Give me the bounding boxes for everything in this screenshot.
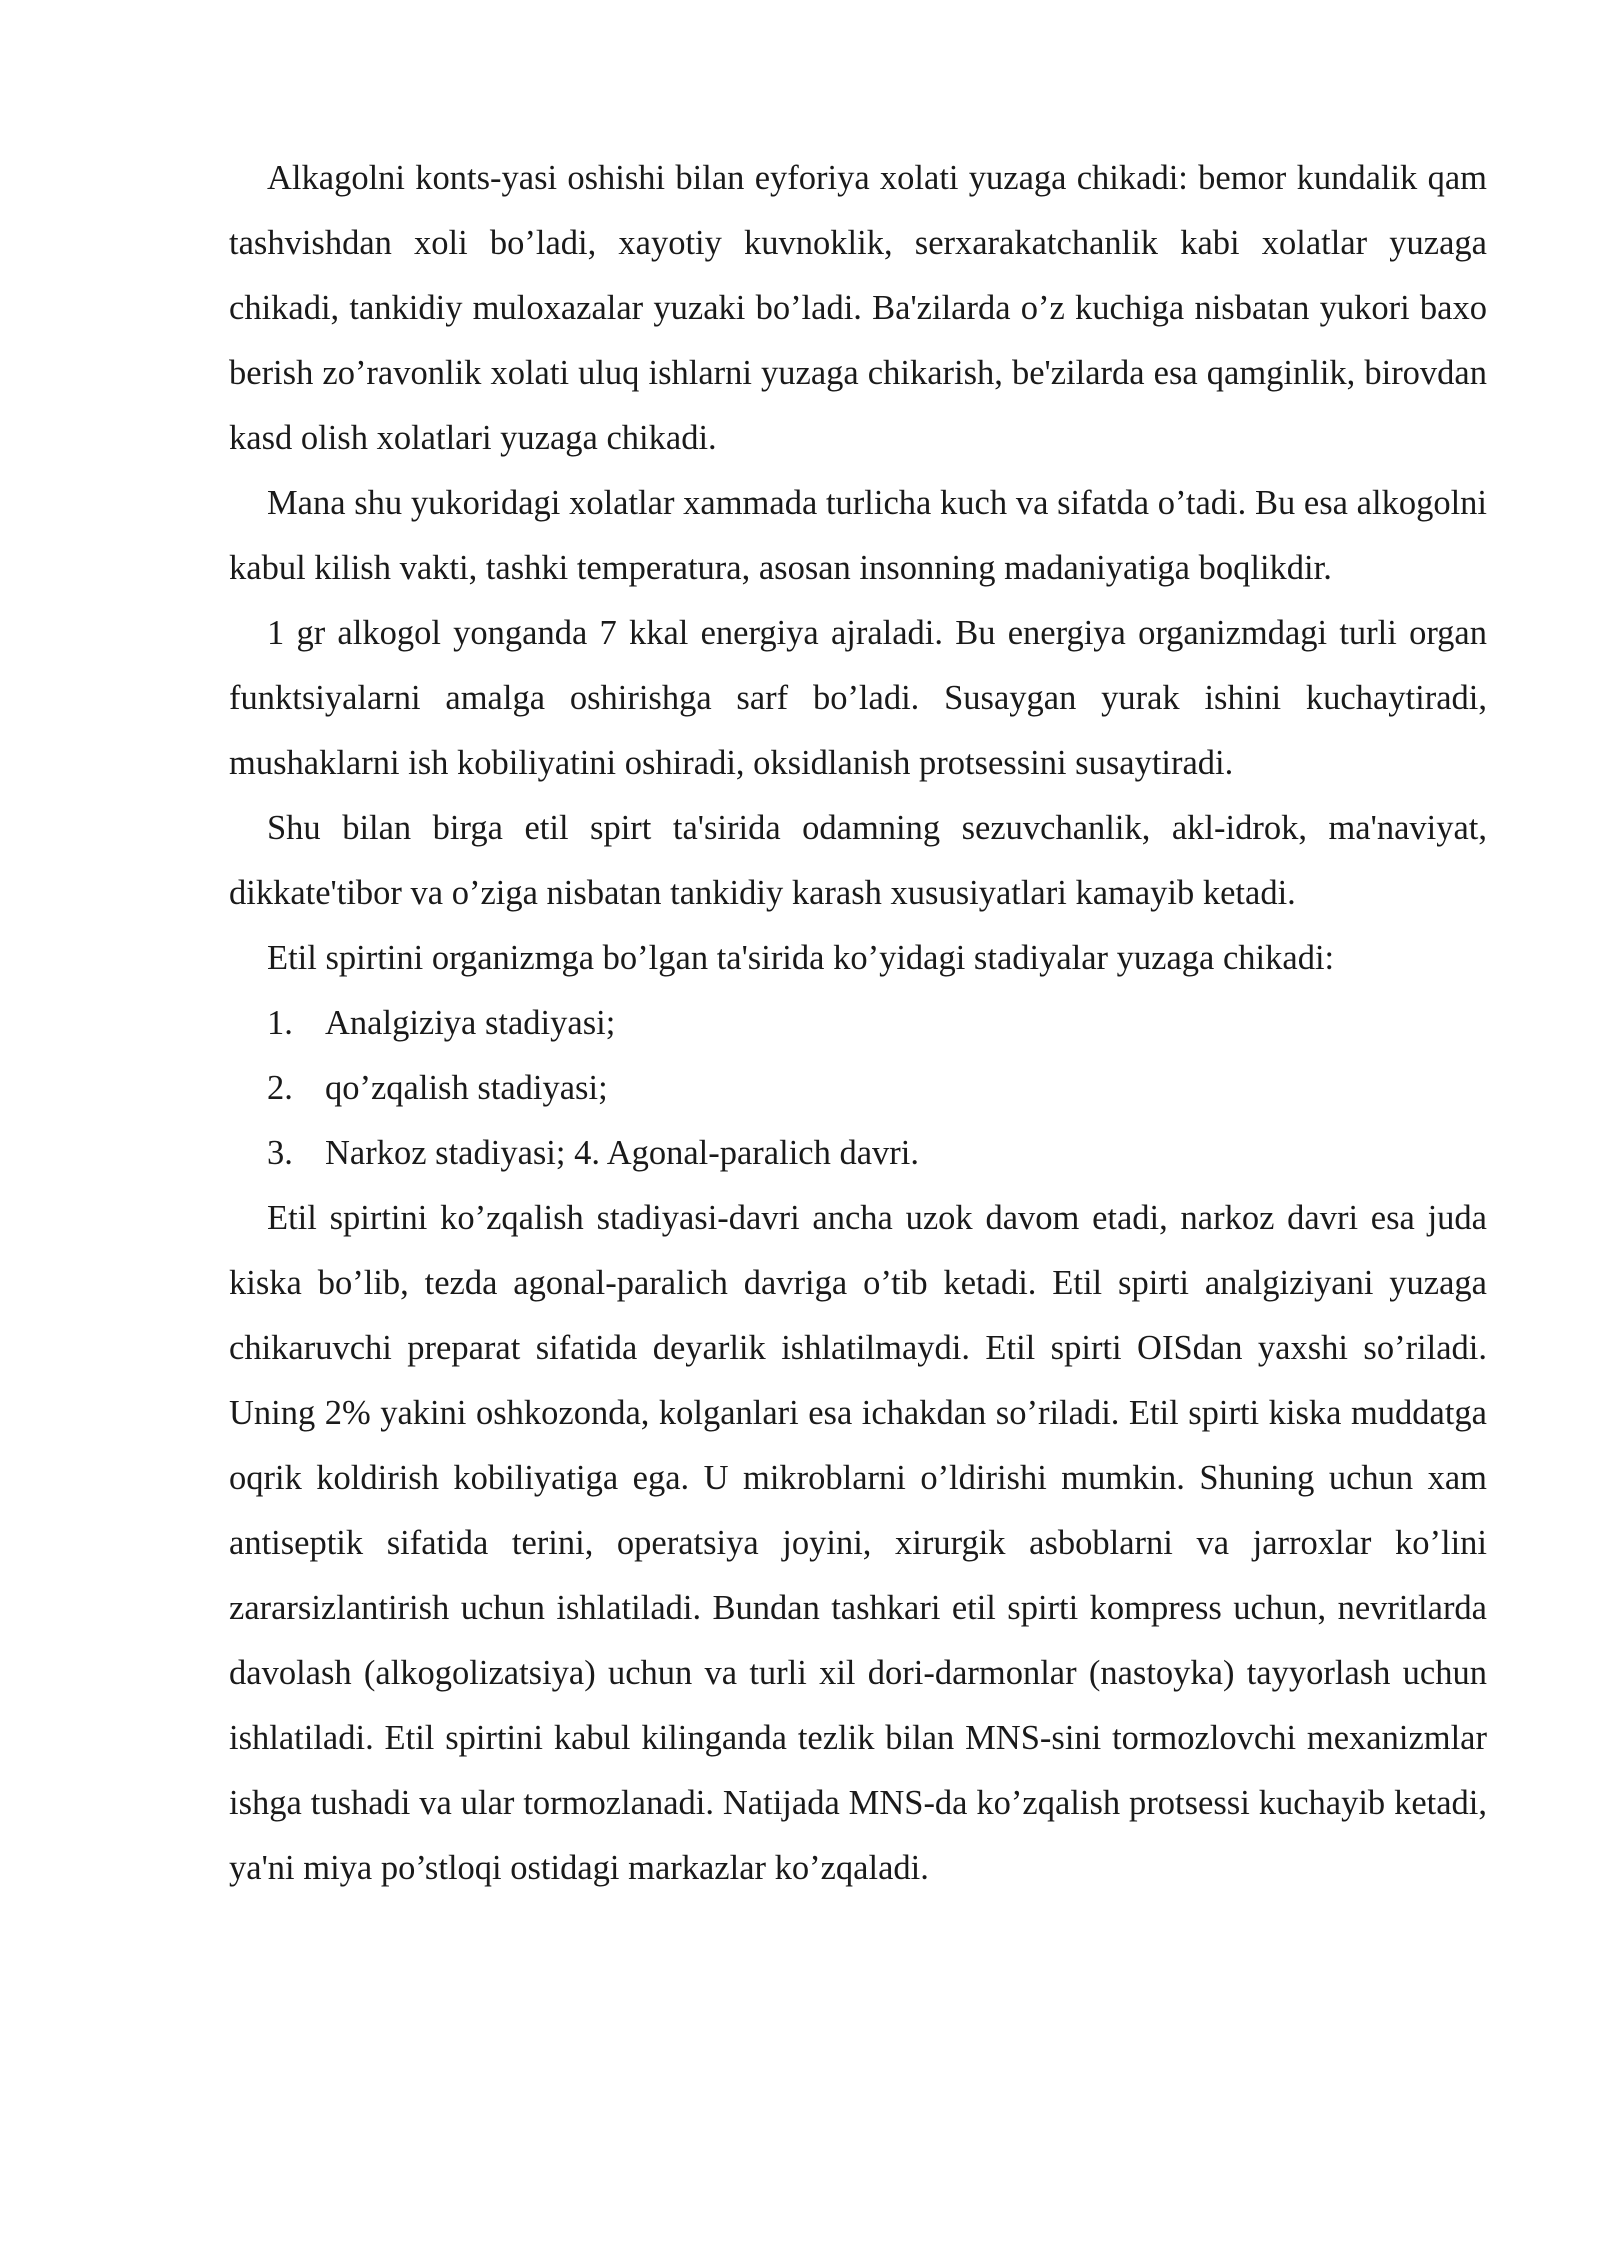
paragraph: Shu bilan birga etil spirt ta'sirida odamning sezuvchanlik, akl-idrok, ma'naviyat, dikkate'tibor va o’ziga nisbatan tankidiy karash xususiyatlari kamayib ketadi. xyxy=(229,809,1487,912)
paragraph: Etil spirtini organizmga bo’lgan ta'sirida ko’yidagi stadiyalar yuzaga chikadi: xyxy=(267,939,1335,977)
paragraph: Mana shu yukoridagi xolatlar xammada turlicha kuch va sifatda o’tadi. Bu esa alkogolni kabul kilish vakti, tashki temperatura, asosan insonning madaniyatiga boqlikdir. xyxy=(229,484,1487,587)
stages-list xyxy=(229,991,1487,1186)
document-page xyxy=(229,146,1487,1901)
list-item-number: 3. xyxy=(267,1134,293,1172)
paragraph: 1 gr alkogol yonganda 7 kkal energiya ajraladi. Bu energiya organizmdagi turli organ funktsiyalarni amalga oshirishga sarf bo’ladi. Susaygan yurak ishini kuchaytiradi, mushaklarni ish kobiliyatini oshiradi, oksidlanish protsessini susaytiradi. xyxy=(229,614,1487,782)
list-item-text: Analgiziya stadiyasi; xyxy=(325,1004,616,1042)
list-item-number: 2. xyxy=(267,1069,293,1107)
list-item-text: qo’zqalish stadiyasi; xyxy=(325,1069,608,1107)
paragraph: Etil spirtini ko’zqalish stadiyasi-davri ancha uzok davom etadi, narkoz davri esa juda kiska bo’lib, tezda agonal-paralich davriga o’tib ketadi. Etil spirti analgiziyani yuzaga chikaruvchi preparat sifatida deyarlik ishlatilmaydi. Etil spirti OISdan yaxshi so’riladi. Uning 2% yakini oshkozonda, kolganlari esa ichakdan so’riladi. Etil spirti kiska muddatga oqrik koldirish kobiliyatiga ega. U mikroblarni o’ldirishi mumkin. Shuning uchun xam antiseptik sifatida terini, operatsiya joyini, xirurgik asboblarni va jarroxlar ko’lini zararsizlantirish uchun ishlatiladi. Bundan tashkari etil spirti kompress uchun, nevritlarda davolash (alkogolizatsiya) uchun va turli xil dori-darmonlar (nastoyka) tayyorlash uchun ishlatiladi. Etil spirtini kabul kilinganda tezlik bilan MNS-sini tormozlovchi mexanizmlar ishga tushadi va ular tormozlanadi. Natijada MNS-da ko’zqalish protsessi kuchayib ketadi, ya'ni miya po’stloqi ostidagi markazlar ko’zqaladi. xyxy=(229,1199,1487,1887)
list-item xyxy=(229,1056,1487,1121)
list-item xyxy=(229,1121,1487,1186)
paragraph: Alkagolni konts-yasi oshishi bilan eyforiya xolati yuzaga chikadi: bemor kundalik qam tashvishdan xoli bo’ladi, xayotiy kuvnoklik, serxarakatchanlik kabi xolatlar yuzaga chikadi, tankidiy muloxazalar yuzaki bo’ladi. Ba'zilarda o’z kuchiga nisbatan yukori baxo berish zo’ravonlik xolati uluq ishlarni yuzaga chikarish, be'zilarda esa qamginlik, birovdan kasd olish xolatlari yuzaga chikadi. xyxy=(229,159,1487,457)
list-item xyxy=(229,991,1487,1056)
list-item-text: Narkoz stadiyasi; 4. Agonal-paralich davri. xyxy=(325,1134,919,1172)
list-item-number: 1. xyxy=(267,1004,293,1042)
